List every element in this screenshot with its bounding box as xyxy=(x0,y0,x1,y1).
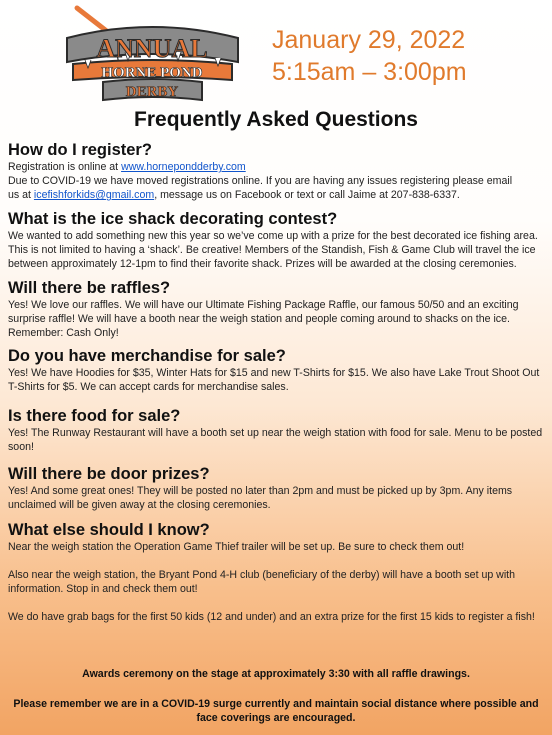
faq-list xyxy=(8,140,546,624)
answer-shack: We wanted to add something new this year so we’ve come up with a prize for the best decorated ice fishing area. This is not limited to having a ‘shack’. Be creative! Members of the Standish, Fish & Game Club will travel the ice between approximately 12-1pm to find their favorite shack. Prizes will be awarded at the closing ceremonies. xyxy=(8,230,538,270)
answer-door: Yes! And some great ones! They will be posted no later than 2pm and must be picked up by 3pm. Any items unclaimed will be given away at the closing ceremonies. xyxy=(8,485,513,511)
answer-merch: Yes! We have Hoodies for $35, Winter Hats for $15 and new T-Shirts for $15. We also have Lake Trout Shoot Out T-Shirts for $5. We can accept cards for merchandise sales. xyxy=(8,367,540,393)
faq-raffles xyxy=(8,278,546,340)
question-raffles: Will there be raffles? xyxy=(8,279,171,297)
answer-text: , message us on Facebook or text or call Jaime at 207-838-6337. xyxy=(154,189,460,201)
answer-register-line1 xyxy=(8,160,546,174)
page-title: Frequently Asked Questions xyxy=(134,108,418,131)
event-date-block xyxy=(272,24,467,88)
answer-else-1: Near the weigh station the Operation Game Thief trailer will be set up. Be sure to check them out! xyxy=(8,541,465,553)
question-door: Will there be door prizes? xyxy=(8,465,210,483)
question-food: Is there food for sale? xyxy=(8,407,181,425)
faq-door xyxy=(8,464,546,512)
email-link[interactable]: icefishforkids@gmail.com xyxy=(33,189,155,201)
answer-register-line3 xyxy=(8,188,546,202)
question-register: How do I register? xyxy=(8,141,152,159)
answer-food: Yes! The Runway Restaurant will have a booth set up near the weigh station with food for sale. Menu to be posted soon! xyxy=(8,427,543,453)
faq-register xyxy=(8,140,546,202)
website-link[interactable]: www.hornepondderby.com xyxy=(121,161,246,173)
answer-register-line2: Due to COVID-19 we have moved registrations online. If you are having any issues registering please email xyxy=(8,175,513,187)
faq-else xyxy=(8,520,546,624)
answer-else-2: Also near the weigh station, the Bryant Pond 4-H club (beneficiary of the derby) will have a booth set up with information. Stop in and check them out! xyxy=(8,569,516,595)
awards-note: Awards ceremony on the stage at approximately 3:30 with all raffle drawings. xyxy=(82,668,470,680)
event-time: 5:15am – 3:00pm xyxy=(272,58,467,86)
answer-text: us at xyxy=(8,189,34,201)
faq-food xyxy=(8,406,546,454)
answer-else-3: We do have grab bags for the first 50 kids (12 and under) and an extra prize for the first 15 kids to register a fish! xyxy=(8,611,535,623)
question-else: What else should I know? xyxy=(8,521,210,539)
answer-raffles: Yes! We love our raffles. We will have our Ultimate Fishing Package Raffle, our famous 50/50 and an exciting surprise raffle! We will have a booth near the weigh station and people coming around to shacks on the ice. Remember: Cash Only! xyxy=(8,299,519,339)
logo-bottom-text: DERBY xyxy=(125,84,179,100)
horne-pond-derby-logo xyxy=(55,2,250,105)
logo-banner-text: HORNE POND xyxy=(101,65,203,81)
question-merch: Do you have merchandise for sale? xyxy=(8,347,286,365)
answer-text: Registration is online at xyxy=(8,161,122,173)
covid-note: Please remember we are in a COVID-19 surge currently and maintain social distance where possible and face coverings are encouraged. xyxy=(13,698,539,724)
faq-merch xyxy=(8,346,546,394)
logo-top-text: ANNUAL xyxy=(96,34,208,63)
faq-shack xyxy=(8,209,546,271)
question-shack: What is the ice shack decorating contest? xyxy=(8,210,338,228)
event-date: January 29, 2022 xyxy=(272,26,466,54)
